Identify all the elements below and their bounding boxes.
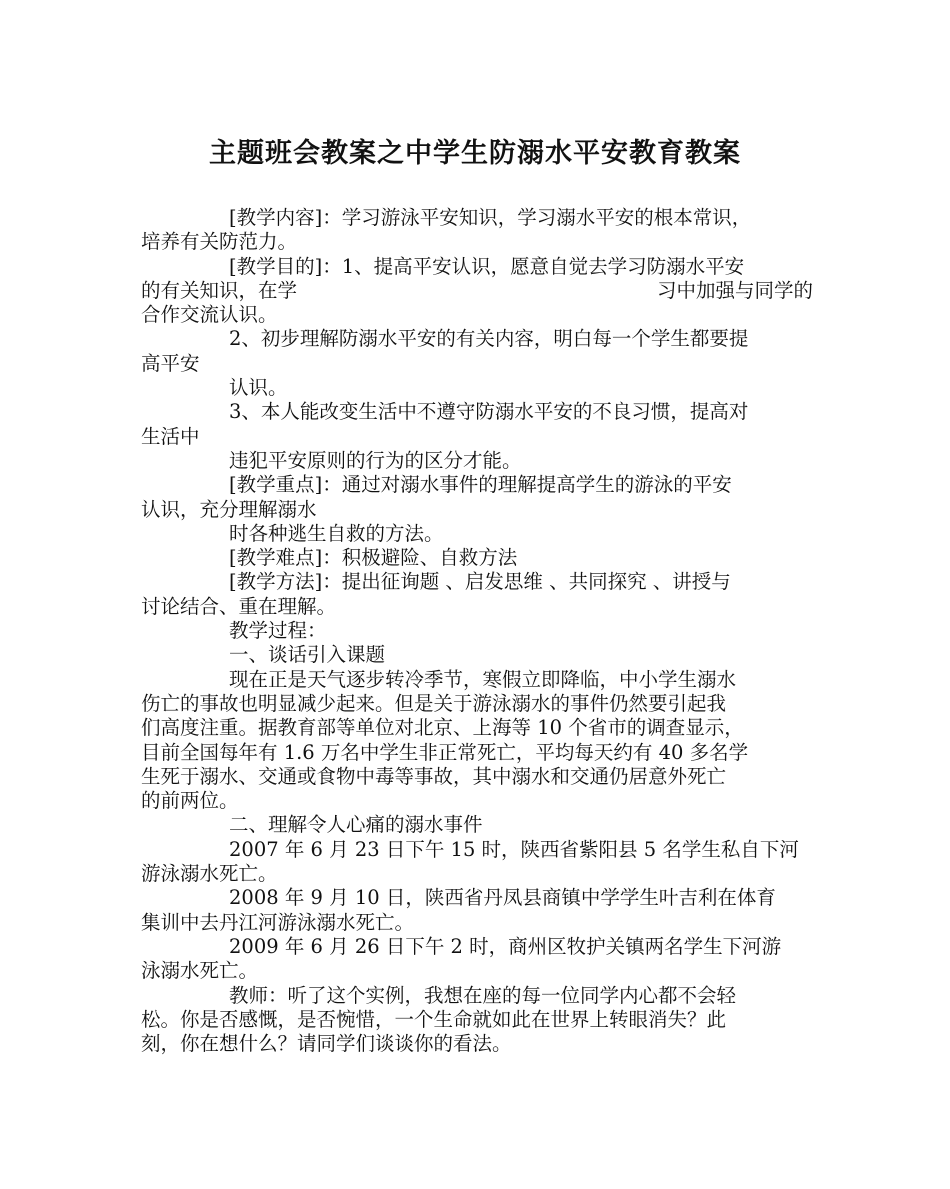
text-line: 违犯平安原则的行为的区分才能。 [229, 448, 522, 472]
text-line: 二、理解令人心痛的溺水事件 [229, 813, 483, 837]
text-line: 认识。 [229, 376, 288, 400]
text-line: [教学难点]：积极避险、自救方法 [229, 546, 518, 570]
text-line: 3、本人能改变生活中不遵守防溺水平安的不良习惯，提高对 [229, 400, 749, 424]
text-line: 泳溺水死亡。 [141, 959, 259, 983]
text-line: 生死于溺水、交通或食物中毒等事故，其中溺水和交通仍居意外死亡 [141, 764, 727, 788]
text-line: 集训中去丹江河游泳溺水死亡。 [141, 910, 415, 934]
text-line: [教学方法]：提出征询题 、启发思维 、共同探究 、讲授与 [229, 570, 731, 594]
text-line: 游泳溺水死亡。 [141, 862, 278, 886]
text-line: 合作交流认识。 [141, 303, 278, 327]
text-line: 教学过程： [229, 619, 327, 643]
text-line: 培养有关防范力。 [141, 230, 298, 254]
text-line-left: 的有关知识，在学 [141, 278, 298, 302]
document-body [141, 206, 813, 1056]
text-line: [教学内容]：学习游泳平安知识，学习溺水平安的根本常识， [229, 206, 752, 229]
text-line: 高平安 [141, 351, 200, 375]
text-line: 松。你是否感慨，是否惋惜，一个生命就如此在世界上转眼消失？此 [141, 1007, 727, 1031]
text-line: [教学目的]：1、提高平安认识，愿意自觉去学习防溺水平安 [229, 254, 745, 278]
text-line: [教学重点]：通过对溺水事件的理解提高学生的游泳的平安 [229, 473, 732, 497]
text-line [141, 279, 813, 303]
text-line: 2、初步理解防溺水平安的有关内容，明白每一个学生都要提 [229, 327, 749, 351]
text-line: 2007 年 6 月 23 日下午 15 时，陕西省紫阳县 5 名学生私自下河 [229, 837, 799, 861]
text-line: 2008 年 9 月 10 日，陕西省丹凤县商镇中学学生叶吉利在体育 [229, 886, 776, 910]
text-line: 生活中 [141, 424, 200, 448]
text-line: 现在正是天气逐步转冷季节，寒假立即降临，中小学生溺水 [229, 667, 737, 691]
text-line: 伤亡的事故也明显减少起来。但是关于游泳溺水的事件仍然要引起我 [141, 691, 727, 715]
document-title: 主题班会教案之中学生防溺水平安教育教案 [209, 138, 741, 169]
text-line-right: 习中加强与同学的 [656, 278, 813, 302]
text-line: 一、谈话引入课题 [229, 643, 386, 667]
text-line: 的前两位。 [141, 789, 239, 813]
text-line: 目前全国每年有 1.6 万名中学生非正常死亡，平均每天约有 40 多名学 [141, 740, 749, 764]
text-line: 刻，你在想什么？请同学们谈谈你的看法。 [141, 1032, 512, 1056]
text-line: 教师：听了这个实例，我想在座的每一位同学内心都不会轻 [229, 983, 737, 1007]
text-line: 2009 年 6 月 26 日下午 2 时，商州区牧护关镇两名学生下河游 [229, 934, 782, 958]
text-line: 认识，充分理解溺水 [141, 497, 317, 521]
text-line: 们高度注重。据教育部等单位对北京、上海等 10 个省市的调查显示， [141, 716, 744, 740]
text-line: 时各种逃生自救的方法。 [229, 521, 444, 545]
text-line: 讨论结合、重在理解。 [141, 594, 337, 618]
